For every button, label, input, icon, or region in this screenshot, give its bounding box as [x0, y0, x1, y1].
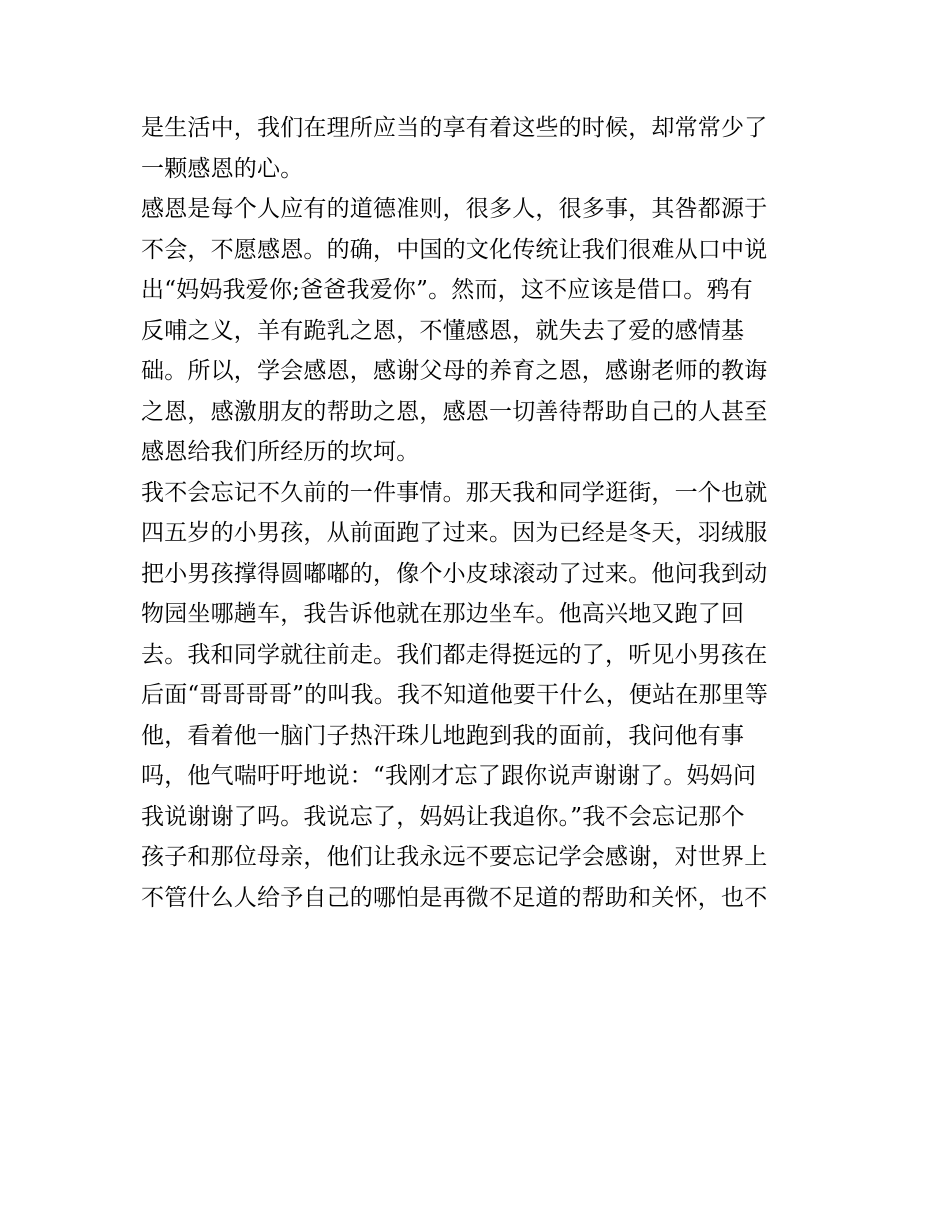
- text-line: 出“妈妈我爱你;爸爸我爱你”。然而，这不应该是借口。鸦有: [141, 277, 753, 303]
- text-line: 去。我和同学就往前走。我们都走得挺远的了，听见小男孩在: [141, 641, 768, 668]
- body-text: [141, 108, 821, 918]
- text-line: 物园坐哪趟车，我告诉他就在那边坐车。他高兴地又跑了回: [141, 601, 745, 627]
- text-line: 反哺之义，羊有跪乳之恩，不懂感恩，就失去了爱的感情基: [141, 317, 745, 344]
- text-line: 不会，不愿感恩。的确，中国的文化传统让我们很难从口中说: [141, 236, 768, 263]
- text-line: 不管什么人给予自己的哪怕是再微不足道的帮助和关怀，也不: [141, 884, 768, 911]
- text-line: 一颗感恩的心。: [141, 155, 304, 182]
- text-line: 之恩，感激朋友的帮助之恩，感恩一切善待帮助自己的人甚至: [141, 398, 768, 425]
- text-line: 感恩给我们所经历的坎坷。: [141, 439, 420, 465]
- text-line: 我不会忘记不久前的一件事情。那天我和同学逛街，一个也就: [141, 479, 768, 506]
- text-line: 他，看着他一脑门子热汗珠儿地跑到我的面前，我问他有事: [141, 722, 745, 749]
- text-line: 孩子和那位母亲，他们让我永远不要忘记学会感谢，对世界上: [141, 844, 768, 870]
- text-line: 感恩是每个人应有的道德准则，很多人，很多事，其咎都源于: [141, 196, 768, 222]
- text-line: 础。所以，学会感恩，感谢父母的养育之恩，感谢老师的教诲: [141, 358, 768, 384]
- text-line: 吗，他气喘吁吁地说：“我刚才忘了跟你说声谢谢了。妈妈问: [141, 763, 757, 789]
- text-line: 我说谢谢了吗。我说忘了，妈妈让我追你。”我不会忘记那个: [141, 803, 745, 830]
- text-line: 是生活中，我们在理所应当的享有着这些的时候，却常常少了: [141, 115, 768, 141]
- text-line: 把小男孩撑得圆嘟嘟的，像个小皮球滚动了过来。他问我到动: [141, 560, 768, 587]
- text-line: 四五岁的小男孩，从前面跑了过来。因为已经是冬天，羽绒服: [141, 520, 768, 546]
- text-line: 后面“哥哥哥哥”的叫我。我不知道他要干什么，便站在那里等: [141, 682, 769, 708]
